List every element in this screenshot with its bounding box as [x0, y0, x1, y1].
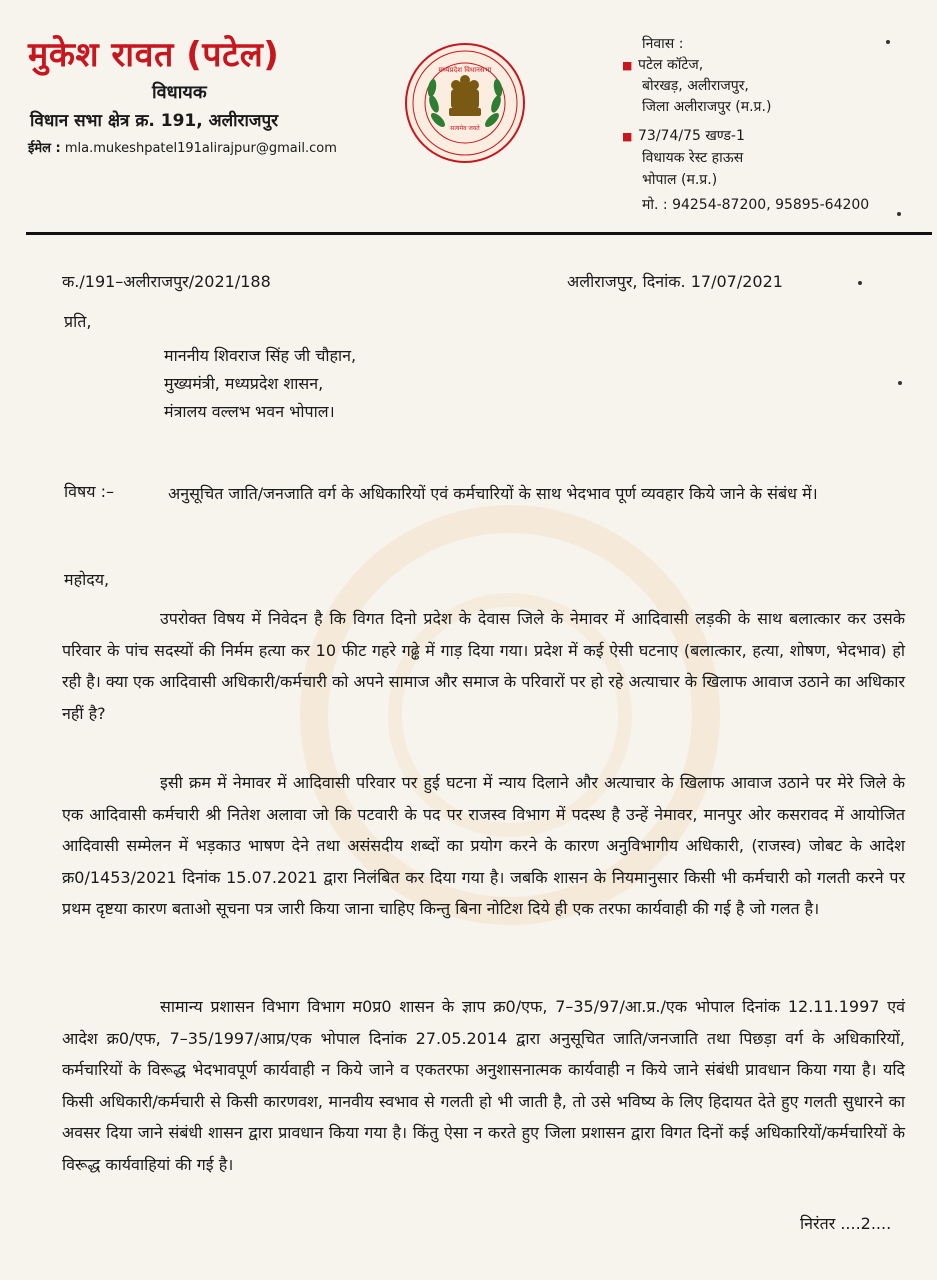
letterhead-divider	[26, 232, 932, 235]
email-address: mla.mukeshpatel191alirajpur@gmail.com	[64, 141, 337, 156]
mla-name: मुकेश रावत (पटेल)	[28, 35, 280, 75]
mla-constituency: विधान सभा क्षेत्र क्र. 191, अलीराजपुर	[30, 111, 279, 131]
mla-designation: विधायक	[152, 82, 207, 103]
bullet-icon: ■	[622, 130, 633, 143]
salutation: महोदय,	[64, 570, 110, 589]
scan-speck	[897, 212, 901, 216]
body-paragraph-3: सामान्य प्रशासन विभाग विभाग म0प्र0 शासन के ज्ञाप क्र0/एफ, 7–35/97/आ.प्र./एक भोपाल दिनांक 12.11.1997 एवं आदेश क्र0/एफ, 7–35/1997/आप्र/एक भोपाल दिनांक 27.05.2014 द्वारा अनुसूचित जाति/जनजाति तथा पिछड़ा वर्ग के अधिकारियों, कर्मचारियों के विरूद्ध भेदभावपूर्ण कार्यवाही न किये जाने व एकतरफा अनुशासनात्मक कार्यवाही न किये जाने संबंधी प्रावधान किया गया है। यदि किसी अधिकारी/कर्मचारी से किसी कारणवश, मानवीय स्वभाव से गलती हो भी जाती है, तो उसे भविष्य के लिए हिदायत देते हुए गलती सुधारने का अवसर दिया जाने संबंधी शासन द्वारा प्रावधान किया गया है। किंतु ऐसा न करते हुए जिला प्रशासन द्वारा विगत दिनों कई अधिकारियों/कर्मचारियों के विरूद्ध कार्यवाहियां की गई है।	[62, 997, 905, 1174]
subject-label: विषय :–	[64, 482, 115, 501]
to-label: प्रति,	[64, 312, 92, 331]
email-row	[28, 138, 337, 156]
addressee-line3: मंत्रालय वल्लभ भवन भोपाल।	[164, 402, 335, 421]
place-date: अलीराजपुर, दिनांक. 17/07/2021	[567, 272, 783, 291]
email-label: ईमेल :	[28, 141, 61, 156]
residence-title: निवास :	[642, 36, 684, 52]
address1-line2: बोरखड़, अलीराजपुर,	[642, 78, 749, 94]
address1-line3: जिला अलीराजपुर (म.प्र.)	[642, 99, 772, 115]
address2-line2: विधायक रेस्ट हाऊस	[642, 150, 744, 166]
address2-line3: भोपाल (म.प्र.)	[642, 172, 718, 188]
addressee-line2: मुख्यमंत्री, मध्यप्रदेश शासन,	[164, 374, 324, 393]
body-paragraph-1: उपरोक्त विषय में निवेदन है कि विगत दिनो प्रदेश के देवास जिले के नेमावर में आदिवासी लड़की के साथ बलात्कार कर उसके परिवार के पांच सदस्यों की निर्मम हत्या कर 10 फीट गहरे गढ्ढे में गाड़ दिया गया। प्रदेश में कई ऐसी घटनाए (बलात्कार, हत्या, शोषण, भेदभाव) हो रही है। क्या एक आदिवासी अधिकारी/कर्मचारी को अपने सामाज और समाज के परिवारों पर हो रहे अत्याचार के खिलाफ आवाज उठाने का अधिकार नहीं है?	[62, 609, 905, 723]
phone-numbers: मो. : 94254-87200, 95895-64200	[642, 197, 870, 213]
scan-speck	[858, 281, 862, 285]
emblem-top-text: मध्यप्रदेश विधानसभा	[438, 66, 492, 74]
letter-reference: क./191–अलीराजपुर/2021/188	[62, 272, 271, 291]
scan-speck	[898, 381, 902, 385]
scan-speck	[886, 40, 890, 44]
emblem-bottom-text: सत्यमेव जयते	[450, 125, 480, 132]
address2-line1: ■ 73/74/75 खण्ड-1	[622, 126, 745, 147]
addressee-line1: माननीय शिवराज सिंह जी चौहान,	[164, 346, 357, 365]
subject-text: अनुसूचित जाति/जनजाति वर्ग के अधिकारियों एवं कर्मचारियों के साथ भेदभाव पूर्ण व्यवहार किये जाने के संबंध में।	[168, 484, 818, 503]
assembly-emblem-icon	[404, 42, 526, 164]
continued-marker: निरंतर ....2....	[800, 1214, 892, 1233]
address1-line1: ■ पटेल कॉटेज,	[622, 55, 703, 76]
body-paragraph-2: इसी क्रम में नेमावर में आदिवासी परिवार पर हुई घटना में न्याय दिलाने और अत्याचार के खिलाफ आवाज उठाने पर मेरे जिले के एक आदिवासी कर्मचारी श्री नितेश अलावा जो कि पटवारी के पद पर राजस्व विभाग में पदस्थ है उन्हें नेमावर, मानपुर ओर कसरावद में आयोजित आदिवासी सम्मेलन में भड़काउ भाषण देने तथा असंसदीय शब्दों का प्रयोग करने के कारण अनुविभागीय अधिकारी, (राजस्व) जोबट के आदेश क्र0/1453/2021 दिनांक 15.07.2021 द्वारा निलंबित कर दिया गया है। जबकि शासन के नियमानुसार किसी भी कर्मचारी को गलती करने पर प्रथम दृष्टया कारण बताओ सूचना पत्र जारी किया जाना चाहिए किन्तु बिना नोटिश दिये ही एक तरफा कार्यवाही की गई है जो गलत है।	[62, 773, 905, 918]
bullet-icon: ■	[622, 59, 633, 72]
